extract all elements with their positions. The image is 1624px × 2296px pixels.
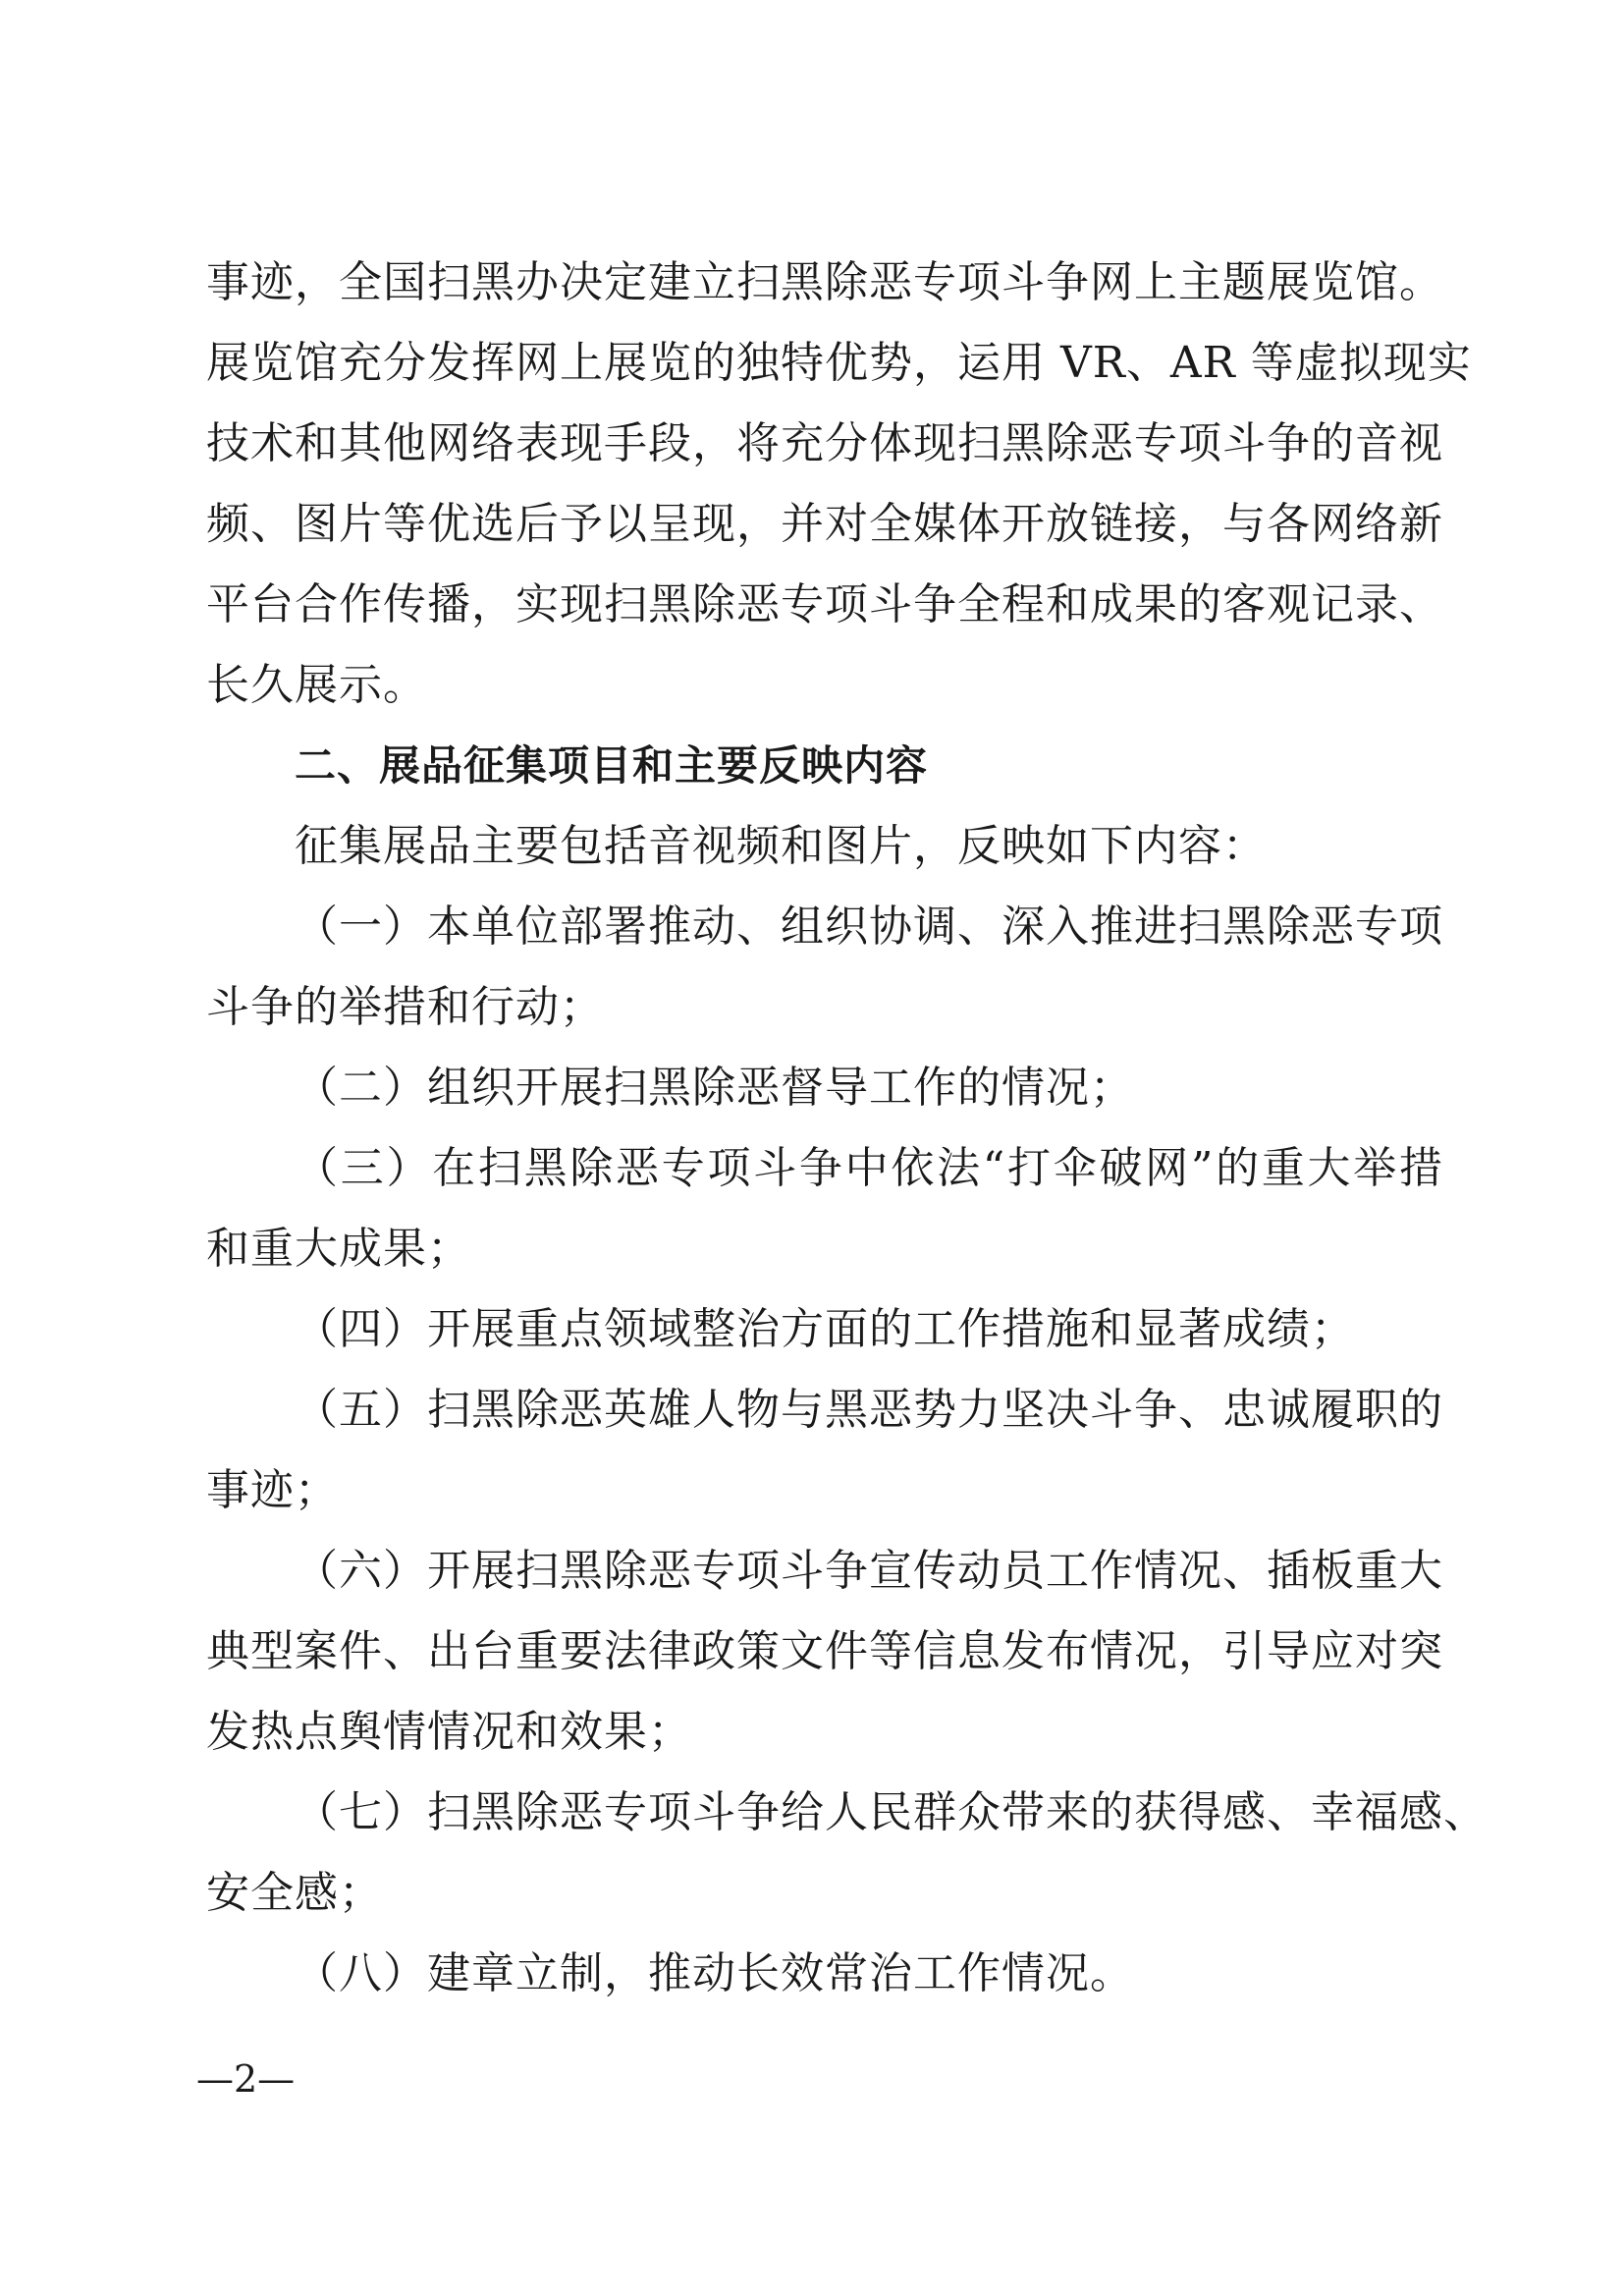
paragraph-line: 征集展品主要包括音视频和图片，反映如下内容： [295, 821, 1267, 871]
list-item-line: 发热点舆情情况和效果； [206, 1707, 692, 1757]
paragraph-line: 展览馆充分发挥网上展览的独特优势，运用 VR、AR 等虚拟现实 [206, 338, 1472, 388]
paragraph-line: 平台合作传播，实现扫黑除恶专项斗争全程和成果的客观记录、 [206, 579, 1443, 629]
section-heading: 二、展品征集项目和主要反映内容 [295, 741, 929, 790]
list-item-line: 安全感； [206, 1868, 383, 1918]
list-item-line: （六）开展扫黑除恶专项斗争宣传动员工作情况、插板重大 [295, 1546, 1443, 1596]
list-item-line: （二）组织开展扫黑除恶督导工作的情况； [295, 1063, 1134, 1113]
list-item-line: 事迹； [206, 1465, 339, 1515]
list-item-line: （七）扫黑除恶专项斗争给人民群众带来的获得感、幸福感、 [295, 1787, 1488, 1837]
list-item-line: （一）本单位部署推动、组织协调、深入推进扫黑除恶专项 [295, 902, 1443, 952]
page-number: —2— [196, 2057, 296, 2101]
list-item-line: 典型案件、出台重要法律政策文件等信息发布情况，引导应对突 [206, 1626, 1443, 1676]
list-item-line: （五）扫黑除恶英雄人物与黑恶势力坚决斗争、忠诚履职的 [295, 1385, 1443, 1435]
paragraph-line: 频、图片等优选后予以呈现，并对全媒体开放链接，与各网络新 [206, 499, 1443, 549]
paragraph-line: 长久展示。 [206, 660, 427, 710]
list-item-line: （三）在扫黑除恶专项斗争中依法“打伞破网”的重大举措 [295, 1143, 1443, 1193]
paragraph-line: 技术和其他网络表现手段，将充分体现扫黑除恶专项斗争的音视 [206, 418, 1443, 468]
list-item-line: 斗争的举措和行动； [206, 982, 604, 1032]
list-item-line: （八）建章立制，推动长效常治工作情况。 [295, 1948, 1134, 1998]
list-item-line: 和重大成果； [206, 1224, 471, 1274]
paragraph-line: 事迹，全国扫黑办决定建立扫黑除恶专项斗争网上主题展览馆。 [206, 257, 1443, 307]
list-item-line: （四）开展重点领域整治方面的工作措施和显著成绩； [295, 1304, 1355, 1354]
